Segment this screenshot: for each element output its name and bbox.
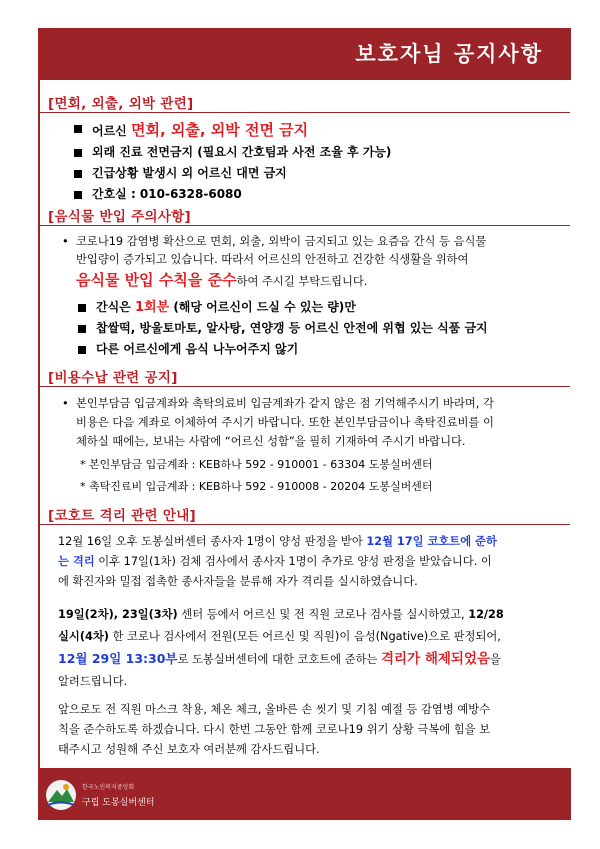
section-rule [40, 386, 570, 387]
section-heading-payment: [비용수납 관련 공지] [48, 370, 178, 386]
list-item: 어르신 면회, 외출, 외박 전면 금지 [74, 118, 391, 142]
section-rule [40, 524, 570, 525]
food-rules-list [78, 297, 488, 360]
section-heading-cohort: [코호트 격리 관련 안내] [48, 508, 197, 524]
list-item: 다른 어르신에게 음식 나누어주지 않기 [78, 339, 488, 360]
cohort-paragraph-3: 앞으로도 전 직원 마스크 착용, 체온 체크, 올바른 손 씻기 및 기침 예절 등 감염병 예방수 칙을 준수하도록 하겠습니다. 다시 한번 그동안 함께 코로나19 위기 상황 극복에 힘을 보 태주시고 성원해 주신 보호자 여러분께 감사드립니다. [58, 703, 491, 756]
highlight-text: 1회분 [134, 300, 170, 315]
list-item: 외래 진료 전면금지 (필요시 간호팀과 사전 조율 후 가능) [74, 142, 391, 163]
highlight-text: 음식물 반입 수칙을 준수 [76, 271, 237, 289]
cohort-paragraph-2: 19일(2차), 23일(3차) 센터 등에서 어르신 및 전 직원 코로나 검사를 실시하였고, 12/28 실시(4차) 한 코로나 검사에서 전원(모든 어르신 및 직원)이 음성(Ngative)으로 판정되어, 12월 29일 13:30부로 도봉실버센터에 대한 코호트에 준하는 격리가 해제되었음을 알려드립니다. [58, 608, 504, 688]
logo-name: 구립 도봉실버센터 [82, 798, 155, 808]
payment-paragraph: • 본인부담금 입금계좌와 촉탁의료비 입금계좌가 같지 않은 점 기억해주시기 바라며, 각 비용은 다음 계좌로 이체하여 주시기 바랍니다. 또한 본인부담금이나 촉탁진료비를 이 체하실 때에는, 보내는 사람에 “어르신 성함”을 필히 기재하여 주시기 바랍니다. [62, 394, 581, 451]
section-food [40, 205, 488, 356]
section-payment [40, 366, 494, 493]
list-item: 찹쌀떡, 방울토마토, 알사탕, 연양갱 등 어르신 안전에 위협 있는 식품 금지 [78, 318, 488, 339]
section-rule [40, 225, 570, 226]
account-line: * 촉탁진료비 입금계좌 : KEB하나 592 - 910008 - 20204 도봉실버센터 [40, 478, 432, 495]
section-cohort [40, 504, 504, 756]
section-visit [40, 92, 392, 201]
left-border-rule [38, 80, 40, 768]
section-heading-food: [음식물 반입 주의사항] [48, 209, 192, 225]
account-line: * 본인부담금 입금계좌 : KEB하나 592 - 910001 - 63304 도봉실버센터 [40, 456, 432, 473]
highlight-text: 면회, 외출, 외박 전면 금지 [130, 121, 309, 139]
cohort-paragraph-1: 12월 16일 오후 도봉실버센터 종사자 1명이 양성 판정을 받아 12월 17일 코호트에 준하 는 격리 이후 17일(1차) 검체 검사에서 종사자 1명이 추가로 양성 판정을 받았습니다. 이 에 확진자와 밀접 접촉한 종사자들을 분류해 자가 격리를 실시하였습니다. [58, 535, 497, 588]
visit-list [74, 118, 391, 205]
food-paragraph: • 코로나19 감염병 확산으로 면회, 외출, 외박이 금지되고 있는 요즘음 간식 등 음식물 반입량이 증가되고 있습니다. 따라서 어르신의 안전하고 건강한 식생활을 위하여 음식물 반입 수칙을 준수하여 주시길 부탁드립니다. [62, 233, 581, 291]
center-logo [44, 778, 154, 812]
page-title: 보호자님 공지사항 [355, 42, 543, 66]
section-rule [40, 112, 570, 113]
account-list [40, 456, 432, 495]
logo-subtext: 한국노인복지중앙회 [82, 784, 135, 791]
list-item: 긴급상황 발생시 외 어르신 대면 금지 [74, 163, 391, 184]
header-band [38, 28, 571, 80]
list-item: 간호실 : 010-6328-6080 [74, 184, 391, 205]
list-item: 간식은 1회분 (해당 어르신이 드실 수 있는 량)만 [78, 297, 488, 318]
section-heading-visit: [면회, 외출, 외박 관련] [48, 96, 194, 112]
mountain-logo-icon [44, 778, 78, 812]
